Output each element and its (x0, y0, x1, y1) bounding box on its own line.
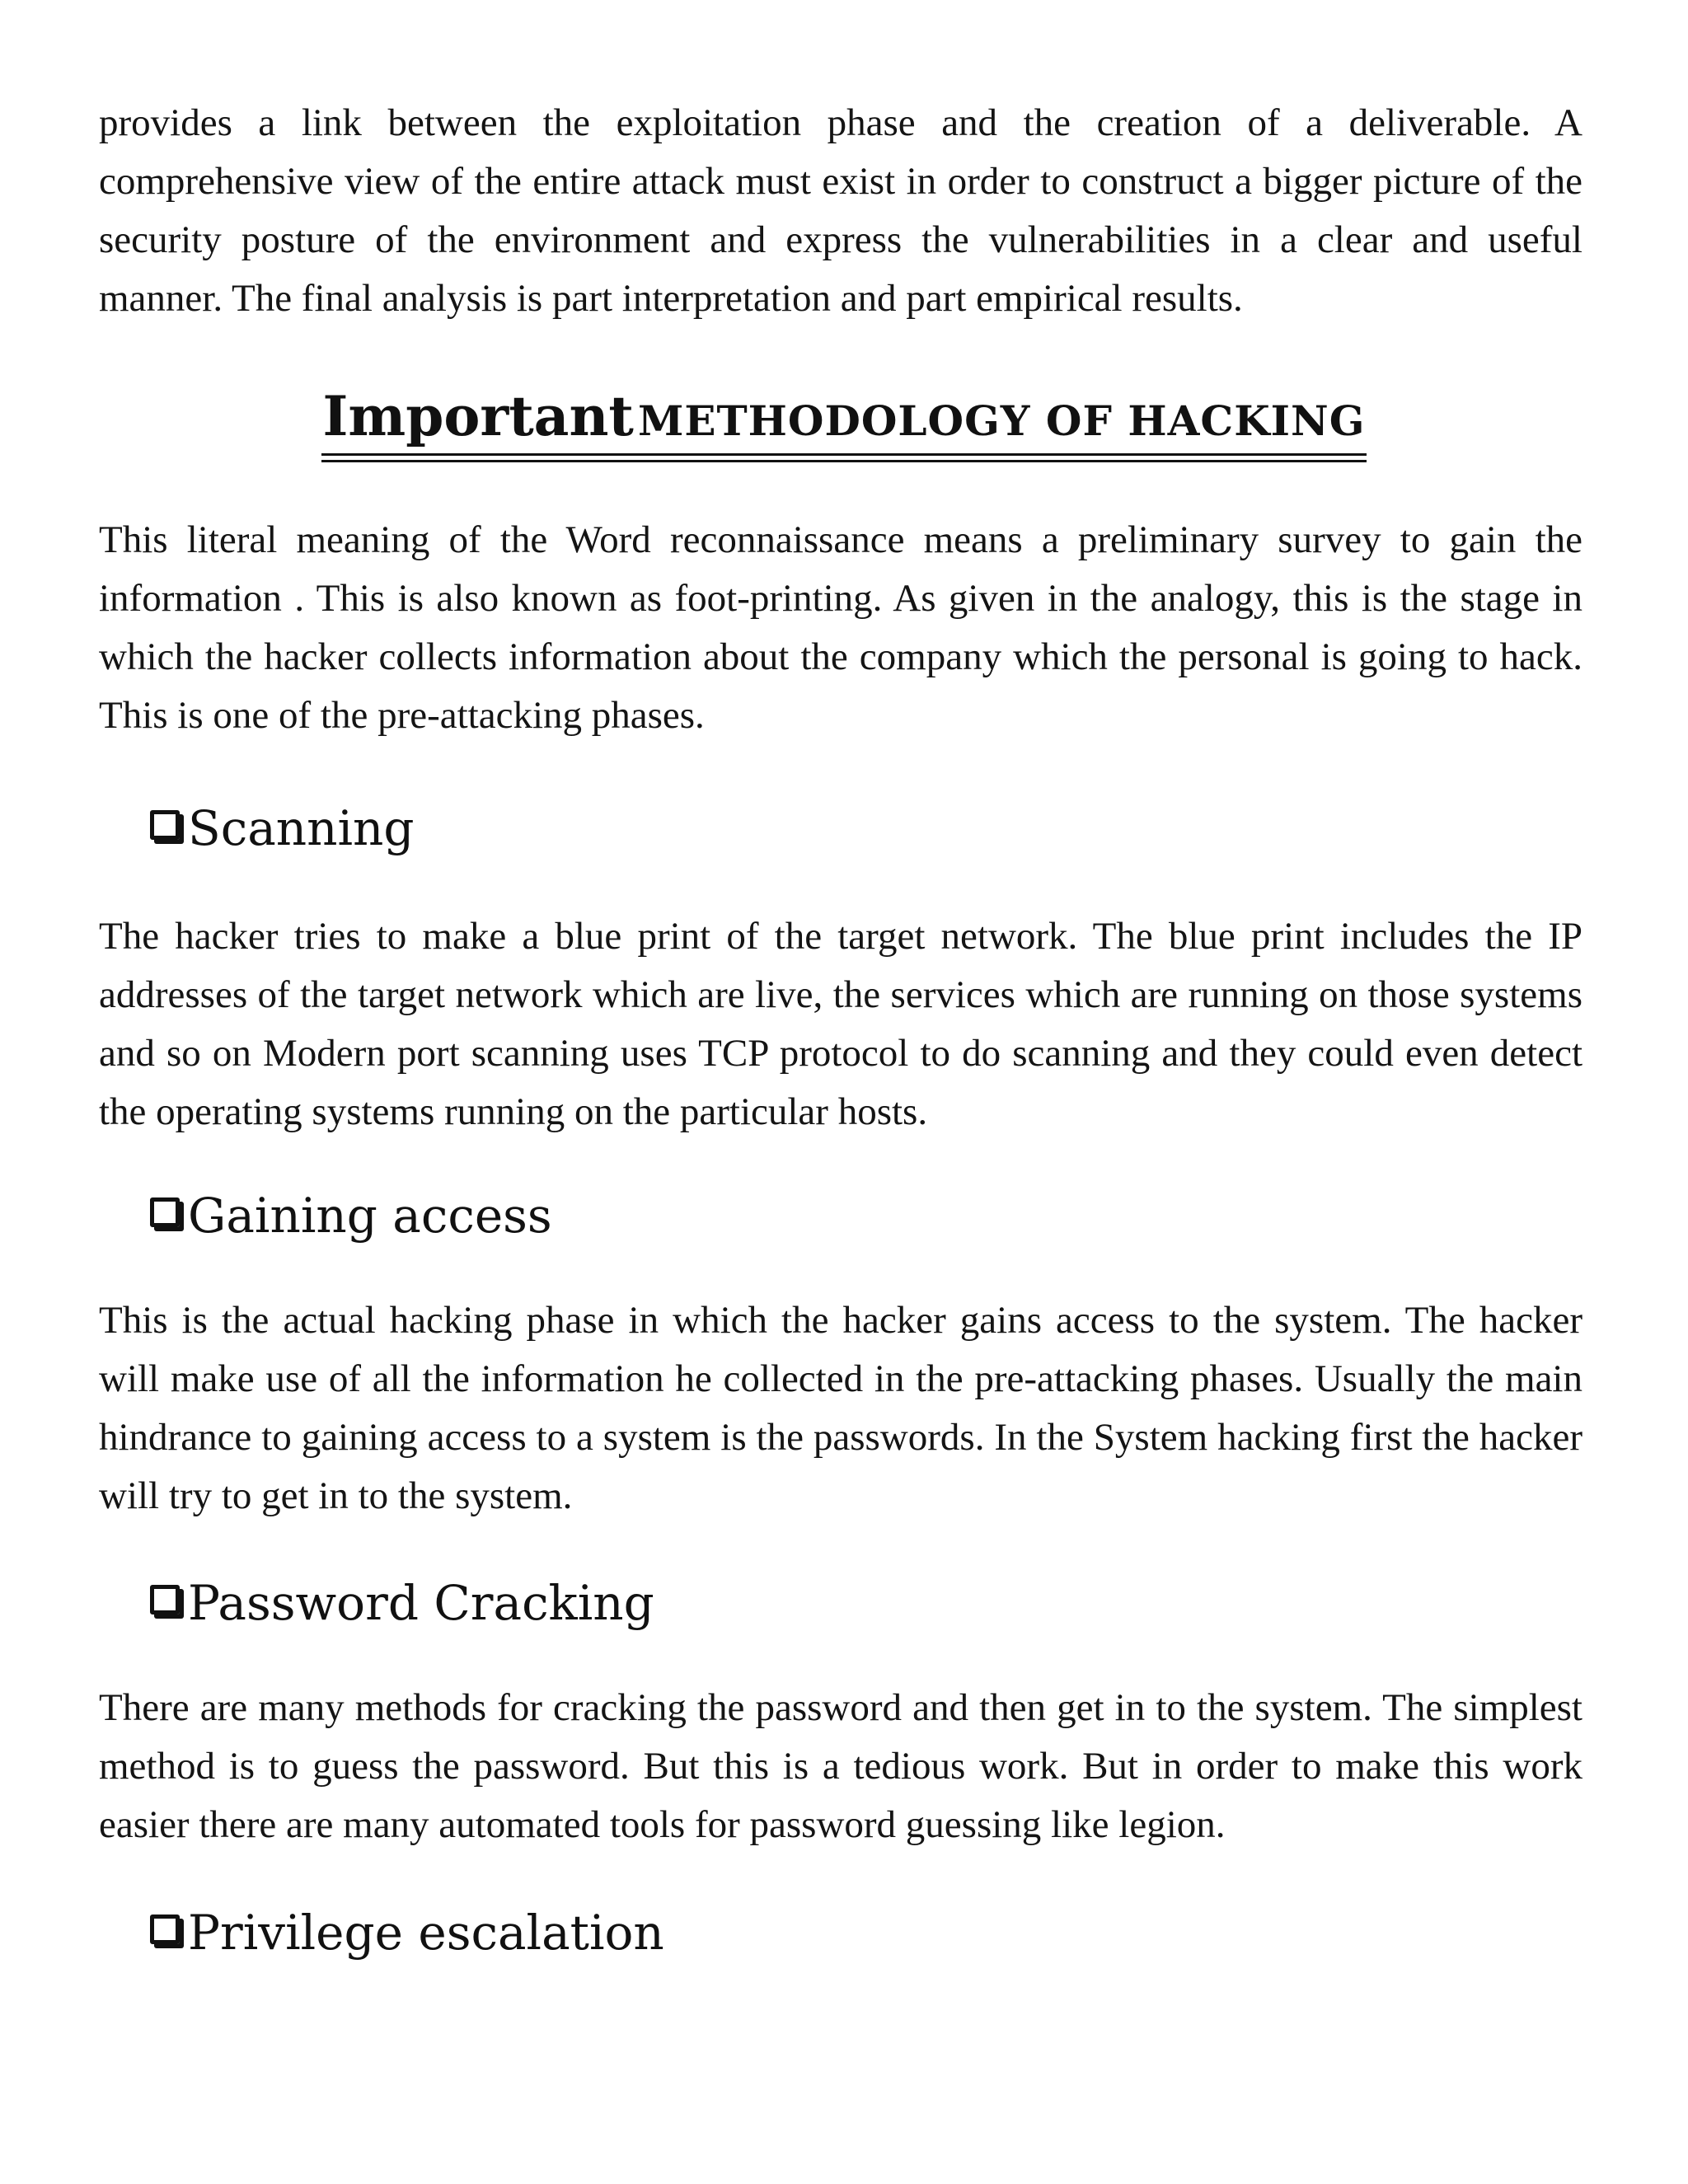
intro-paragraph: provides a link between the exploitation phase and the creation of a deliverable. A comprehensive view of the entire attack must exist in order to construct a bigger picture of the security posture of the environment and express the vulnerabilities in a clear and useful manner. The final analysis is part interpretation and part empirical results. (99, 101, 1582, 320)
title-part-important: Important (322, 384, 634, 448)
checkbox-bullet-icon (150, 810, 180, 840)
section-heading-password-cracking (150, 1574, 654, 1632)
section-heading-label: Gaining access (188, 1188, 552, 1244)
section-heading-gaining-access (150, 1187, 552, 1244)
checkbox-bullet-icon (150, 1915, 180, 1944)
title-container (0, 384, 1688, 456)
section-heading-label: Scanning (188, 800, 415, 856)
section-heading-scanning (150, 799, 415, 857)
page-title (321, 384, 1367, 456)
section-heading-label: Privilege escalation (188, 1905, 664, 1961)
checkbox-bullet-icon (150, 1197, 180, 1227)
scanning-paragraph: The hacker tries to make a blue print of the target network. The blue print includes the IP addresses of the target network which are live, the services which are running on those systems and so on Modern port scanning uses TCP protocol to do scanning and they could even detect the operating systems running on the particular hosts. (99, 915, 1582, 1133)
checkbox-bullet-icon (150, 1585, 180, 1615)
section-heading-privilege-escalation (150, 1904, 664, 1961)
section-heading-label: Password Cracking (188, 1575, 654, 1631)
password-cracking-paragraph: There are many methods for cracking the password and then get in to the system. The simplest method is to guess the password. But this is a tedious work. But in order to make this work easier there are many automated tools for password guessing like legion. (99, 1686, 1582, 1846)
reconnaissance-paragraph: This literal meaning of the Word reconnaissance means a preliminary survey to gain the information . This is also known as foot-printing. As given in the analogy, this is the stage in which the hacker collects information about the company which the personal is going to hack. This is one of the pre-attacking phases. (99, 518, 1582, 737)
title-part-methodology: METHODOLOGY OF HACKING (638, 396, 1366, 445)
gaining-access-paragraph: This is the actual hacking phase in which the hacker gains access to the system. The hacker will make use of all the information he collected in the pre-attacking phases. Usually the main hindrance to gaining access to a system is the passwords. In the System hacking first the hacker will try to get in to the system. (99, 1299, 1582, 1517)
